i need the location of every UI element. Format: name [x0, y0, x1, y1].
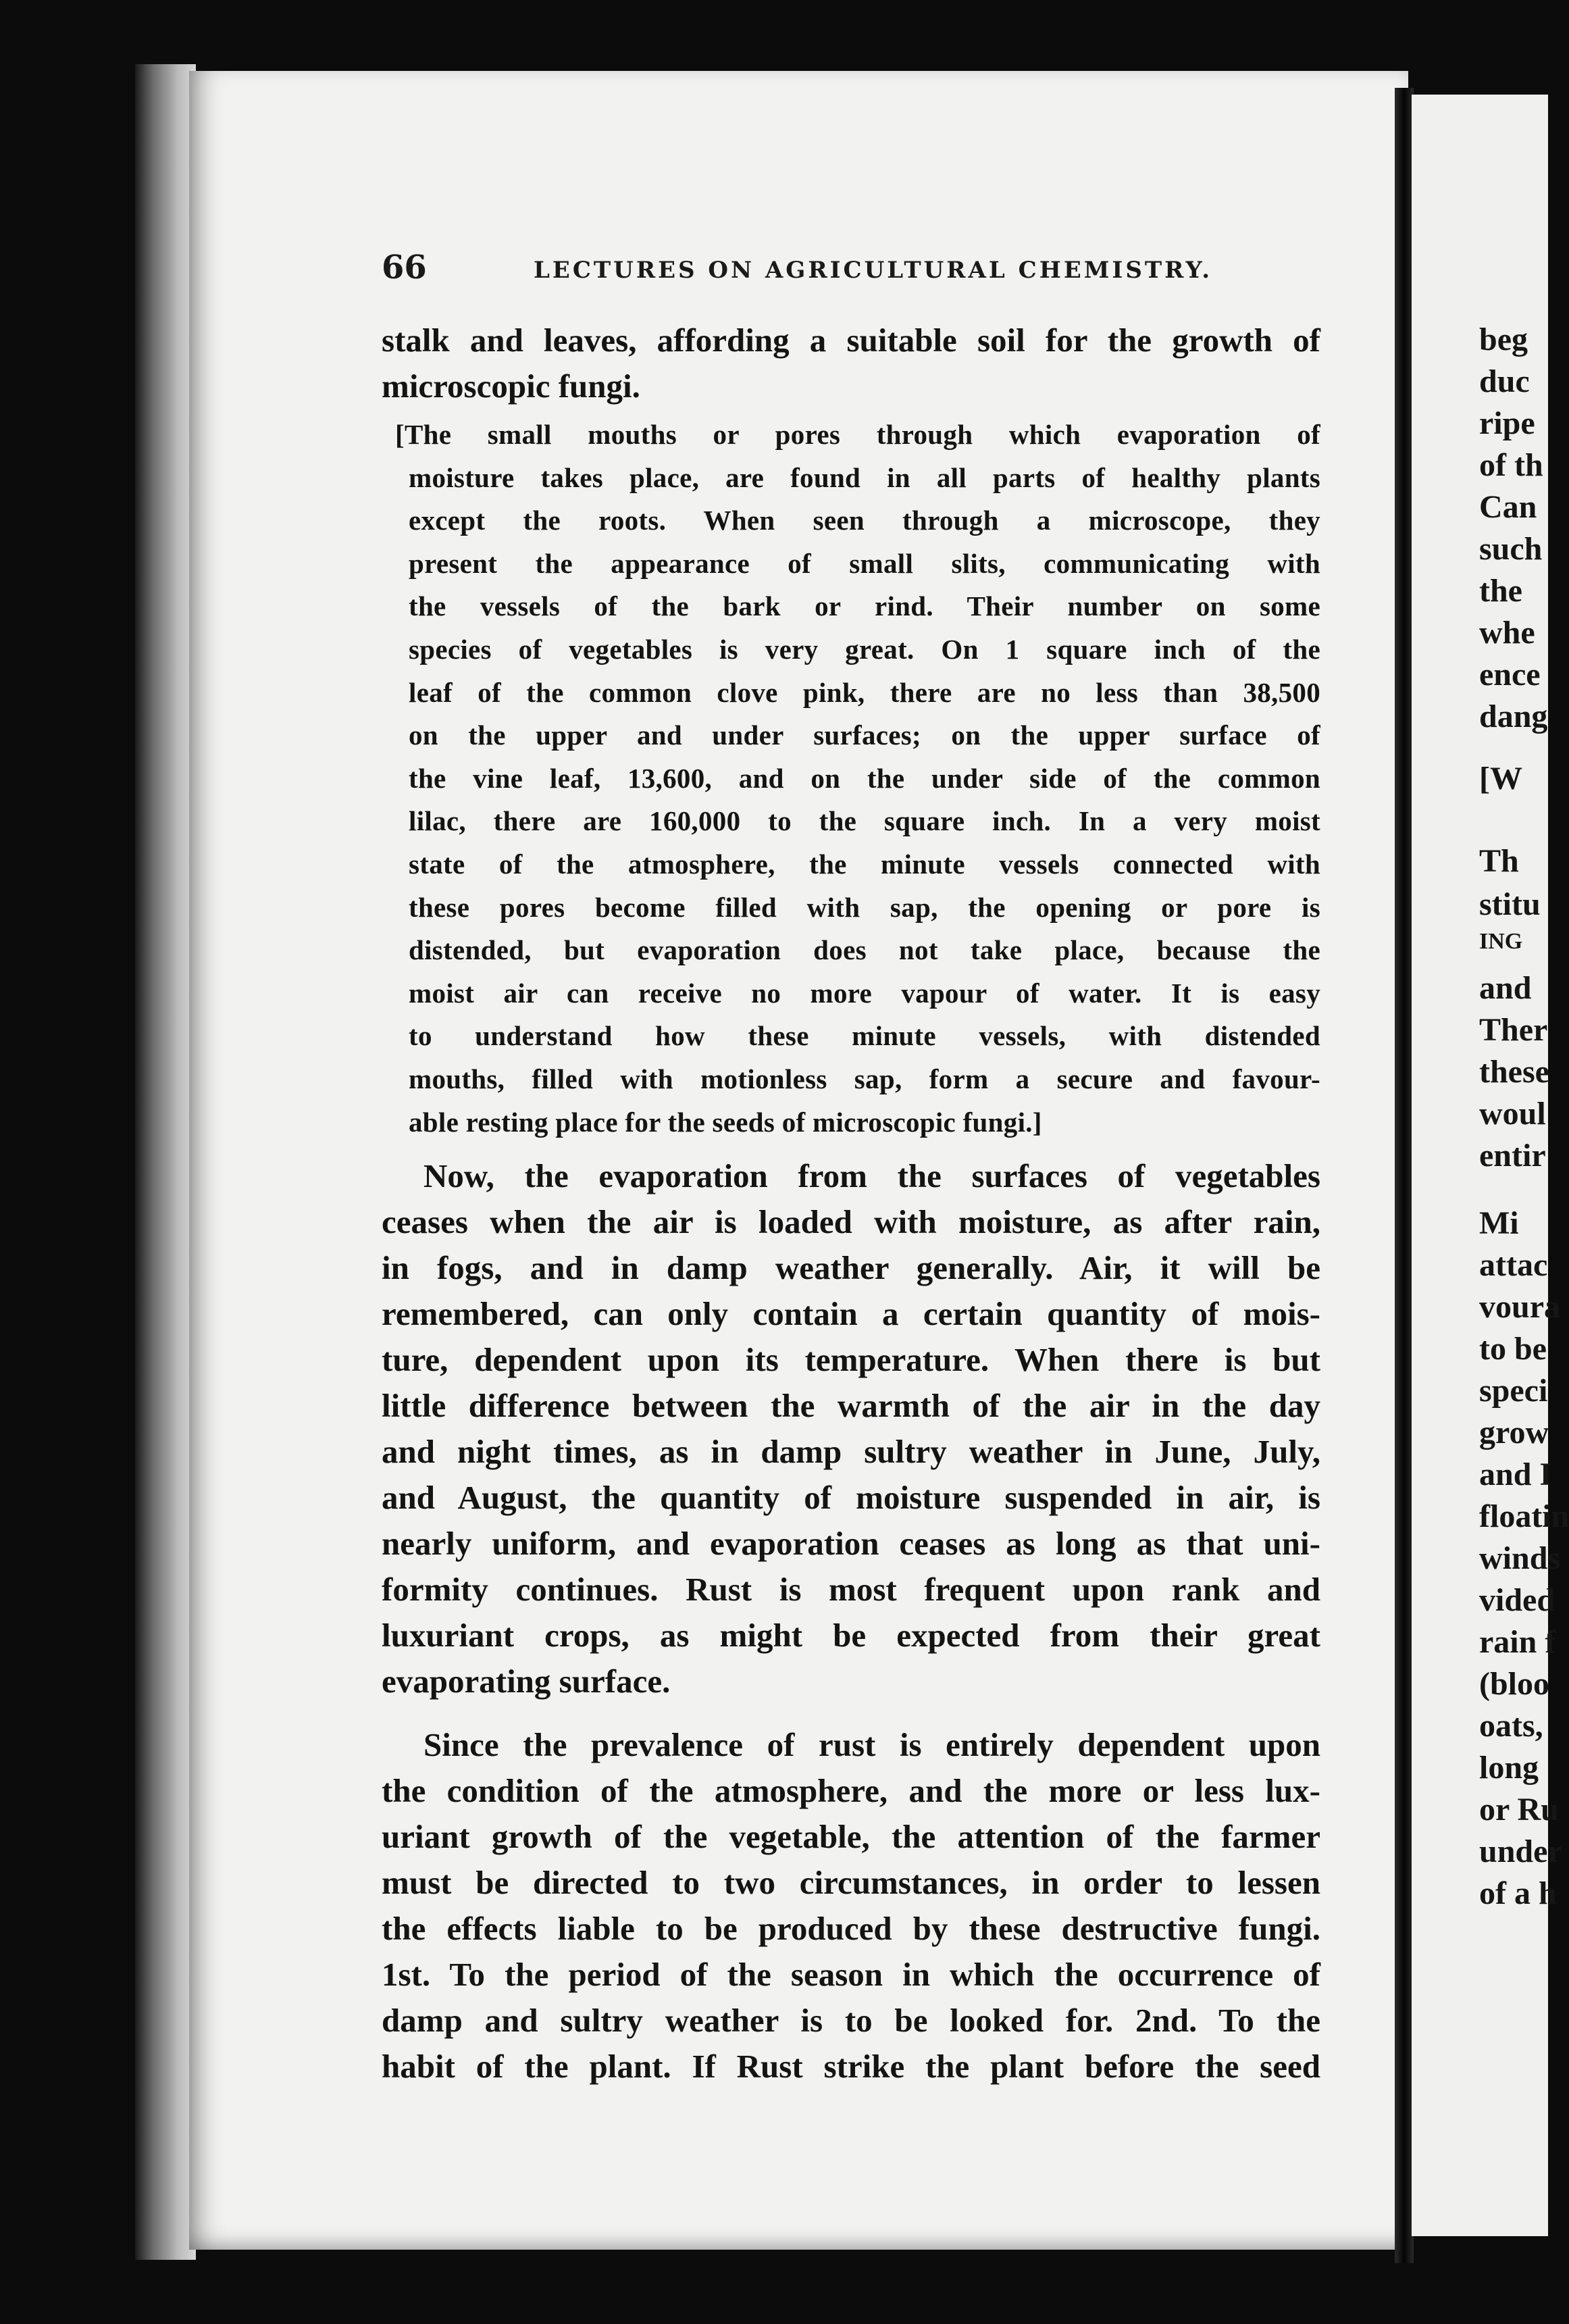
note-line: except the roots. When seen through a microscope, they [409, 505, 1320, 536]
text-line: damp and sultry weather is to be looked for. 2nd. To the [382, 2002, 1320, 2040]
text-line: stalk and leaves, affording a suitable soil for the growth of [382, 322, 1320, 359]
facing-page-text: or Ru [1479, 1792, 1559, 1827]
note-line: moisture takes place, are found in all parts of healthy plants [409, 461, 1320, 493]
text-line: the condition of the atmosphere, and the more or less lux- [382, 1772, 1320, 1810]
text-line: evaporating surface. [382, 1663, 671, 1700]
book-gutter [1395, 88, 1414, 2263]
page-number: 66 [382, 249, 427, 286]
text-line: must be directed to two circumstances, in order to lessen [382, 1864, 1320, 1902]
text-line: luxuriant crops, as might be expected from their great [382, 1617, 1320, 1654]
facing-page-text: and [1479, 970, 1532, 1006]
text-line: habit of the plant. If Rust strike the plant before the seed [382, 2048, 1320, 2086]
facing-page-fragment [1412, 95, 1569, 2236]
text-line: nearly uniform, and evaporation ceases as long as that uni- [382, 1525, 1320, 1563]
facing-page-text: woul [1479, 1096, 1546, 1132]
facing-page-text: ING [1479, 929, 1523, 954]
facing-page-text: and I [1479, 1457, 1553, 1492]
facing-page-text: floatin [1479, 1498, 1569, 1534]
note-line: the vessels of the bark or rind. Their number on some [409, 590, 1320, 622]
facing-page-text: oats, [1479, 1708, 1543, 1744]
note-line: the vine leaf, 13,600, and on the under side of the common [409, 762, 1320, 794]
facing-page-text: ence [1479, 657, 1541, 692]
text-line: the effects liable to be produced by these destructive fungi. [382, 1910, 1320, 1948]
facing-page-text: dang [1479, 699, 1548, 734]
note-line: mouths, filled with motionless sap, form a secure and favour- [409, 1063, 1320, 1094]
note-line: [The small mouths or pores through which evaporation of [395, 419, 1320, 450]
running-head-title: LECTURES ON AGRICULTURAL CHEMISTRY. [534, 257, 1213, 284]
note-line: species of vegetables is very great. On 1 square inch of the [409, 633, 1320, 665]
facing-page-text: [W [1479, 761, 1522, 797]
text-line: in fogs, and in damp weather generally. Air, it will be [382, 1249, 1320, 1287]
text-line: ture, dependent upon its temperature. When there is but [382, 1341, 1320, 1379]
text-line: formity continues. Rust is most frequent upon rank and [382, 1571, 1320, 1609]
text-line: little difference between the warmth of the air in the day [382, 1387, 1320, 1425]
text-line: and night times, as in damp sultry weather in June, July, [382, 1433, 1320, 1471]
note-line: to understand how these minute vessels, with distended [409, 1020, 1320, 1052]
note-line: present the appearance of small slits, communicating with [409, 547, 1320, 579]
facing-page-text: whe [1479, 615, 1535, 651]
facing-page-text: beg [1479, 322, 1528, 357]
text-line: remembered, can only contain a certain quantity of mois- [382, 1295, 1320, 1333]
facing-page-text: Can [1479, 489, 1537, 525]
text-line: Now, the evaporation from the surfaces of vegetables [423, 1157, 1320, 1195]
book-binding-edge [135, 64, 196, 2260]
bracketed-note [382, 413, 1320, 1144]
facing-page-text: Th [1479, 843, 1519, 879]
running-head [382, 249, 1327, 289]
facing-page-text: such [1479, 531, 1543, 567]
facing-page-text: winds [1479, 1540, 1561, 1576]
facing-page-text: these [1479, 1054, 1549, 1090]
paragraph-2 [382, 1153, 1320, 1704]
facing-page-text: under [1479, 1834, 1562, 1869]
note-line: state of the atmosphere, the minute vessels connected with [409, 848, 1320, 880]
text-line: microscopic fungi. [382, 368, 640, 405]
note-line: moist air can receive no more vapour of water. It is easy [409, 977, 1320, 1009]
facing-page-text: stitu [1479, 886, 1541, 922]
paragraph-1 [382, 318, 1320, 409]
note-line: distended, but evaporation does not take place, because the [409, 934, 1320, 966]
facing-page-text: to be [1479, 1331, 1547, 1367]
note-line: lilac, there are 160,000 to the square inch. In a very moist [409, 805, 1320, 837]
text-line: ceases when the air is loaded with moisture, as after rain, [382, 1203, 1320, 1241]
note-line: these pores become filled with sap, the opening or pore is [409, 891, 1320, 923]
facing-page-text: rain f [1479, 1624, 1556, 1660]
facing-page-text: entir [1479, 1138, 1546, 1173]
facing-page-text: Ther [1479, 1012, 1548, 1048]
note-line: leaf of the common clove pink, there are no less than 38,500 [409, 676, 1320, 708]
facing-page-text: voura [1479, 1289, 1560, 1325]
paragraph-3 [382, 1722, 1320, 2090]
facing-page-text: (bloo [1479, 1666, 1550, 1702]
facing-page-text: speci [1479, 1373, 1548, 1409]
facing-page-text: duc [1479, 363, 1530, 399]
text-line: Since the prevalence of rust is entirely dependent upon [423, 1726, 1320, 1764]
facing-page-text: grow [1479, 1415, 1549, 1450]
facing-page-text: attac [1479, 1247, 1548, 1283]
page-body [382, 318, 1320, 2090]
text-line: and August, the quantity of moisture suspended in air, is [382, 1479, 1320, 1517]
note-line: on the upper and under surfaces; on the upper surface of [409, 719, 1320, 751]
facing-page-text: long [1479, 1750, 1539, 1786]
text-line: uriant growth of the vegetable, the attention of the farmer [382, 1818, 1320, 1856]
text-line: 1st. To the period of the season in which the occurrence of [382, 1956, 1320, 1994]
facing-page-text: of th [1479, 447, 1543, 483]
facing-page-text: of a h [1479, 1875, 1557, 1911]
note-line: able resting place for the seeds of microscopic fungi.] [409, 1106, 1042, 1138]
facing-page-text: ripe [1479, 405, 1535, 441]
facing-page-text: vided [1479, 1582, 1555, 1618]
facing-page-text: Mi [1479, 1205, 1519, 1241]
facing-page-text: the [1479, 573, 1522, 609]
